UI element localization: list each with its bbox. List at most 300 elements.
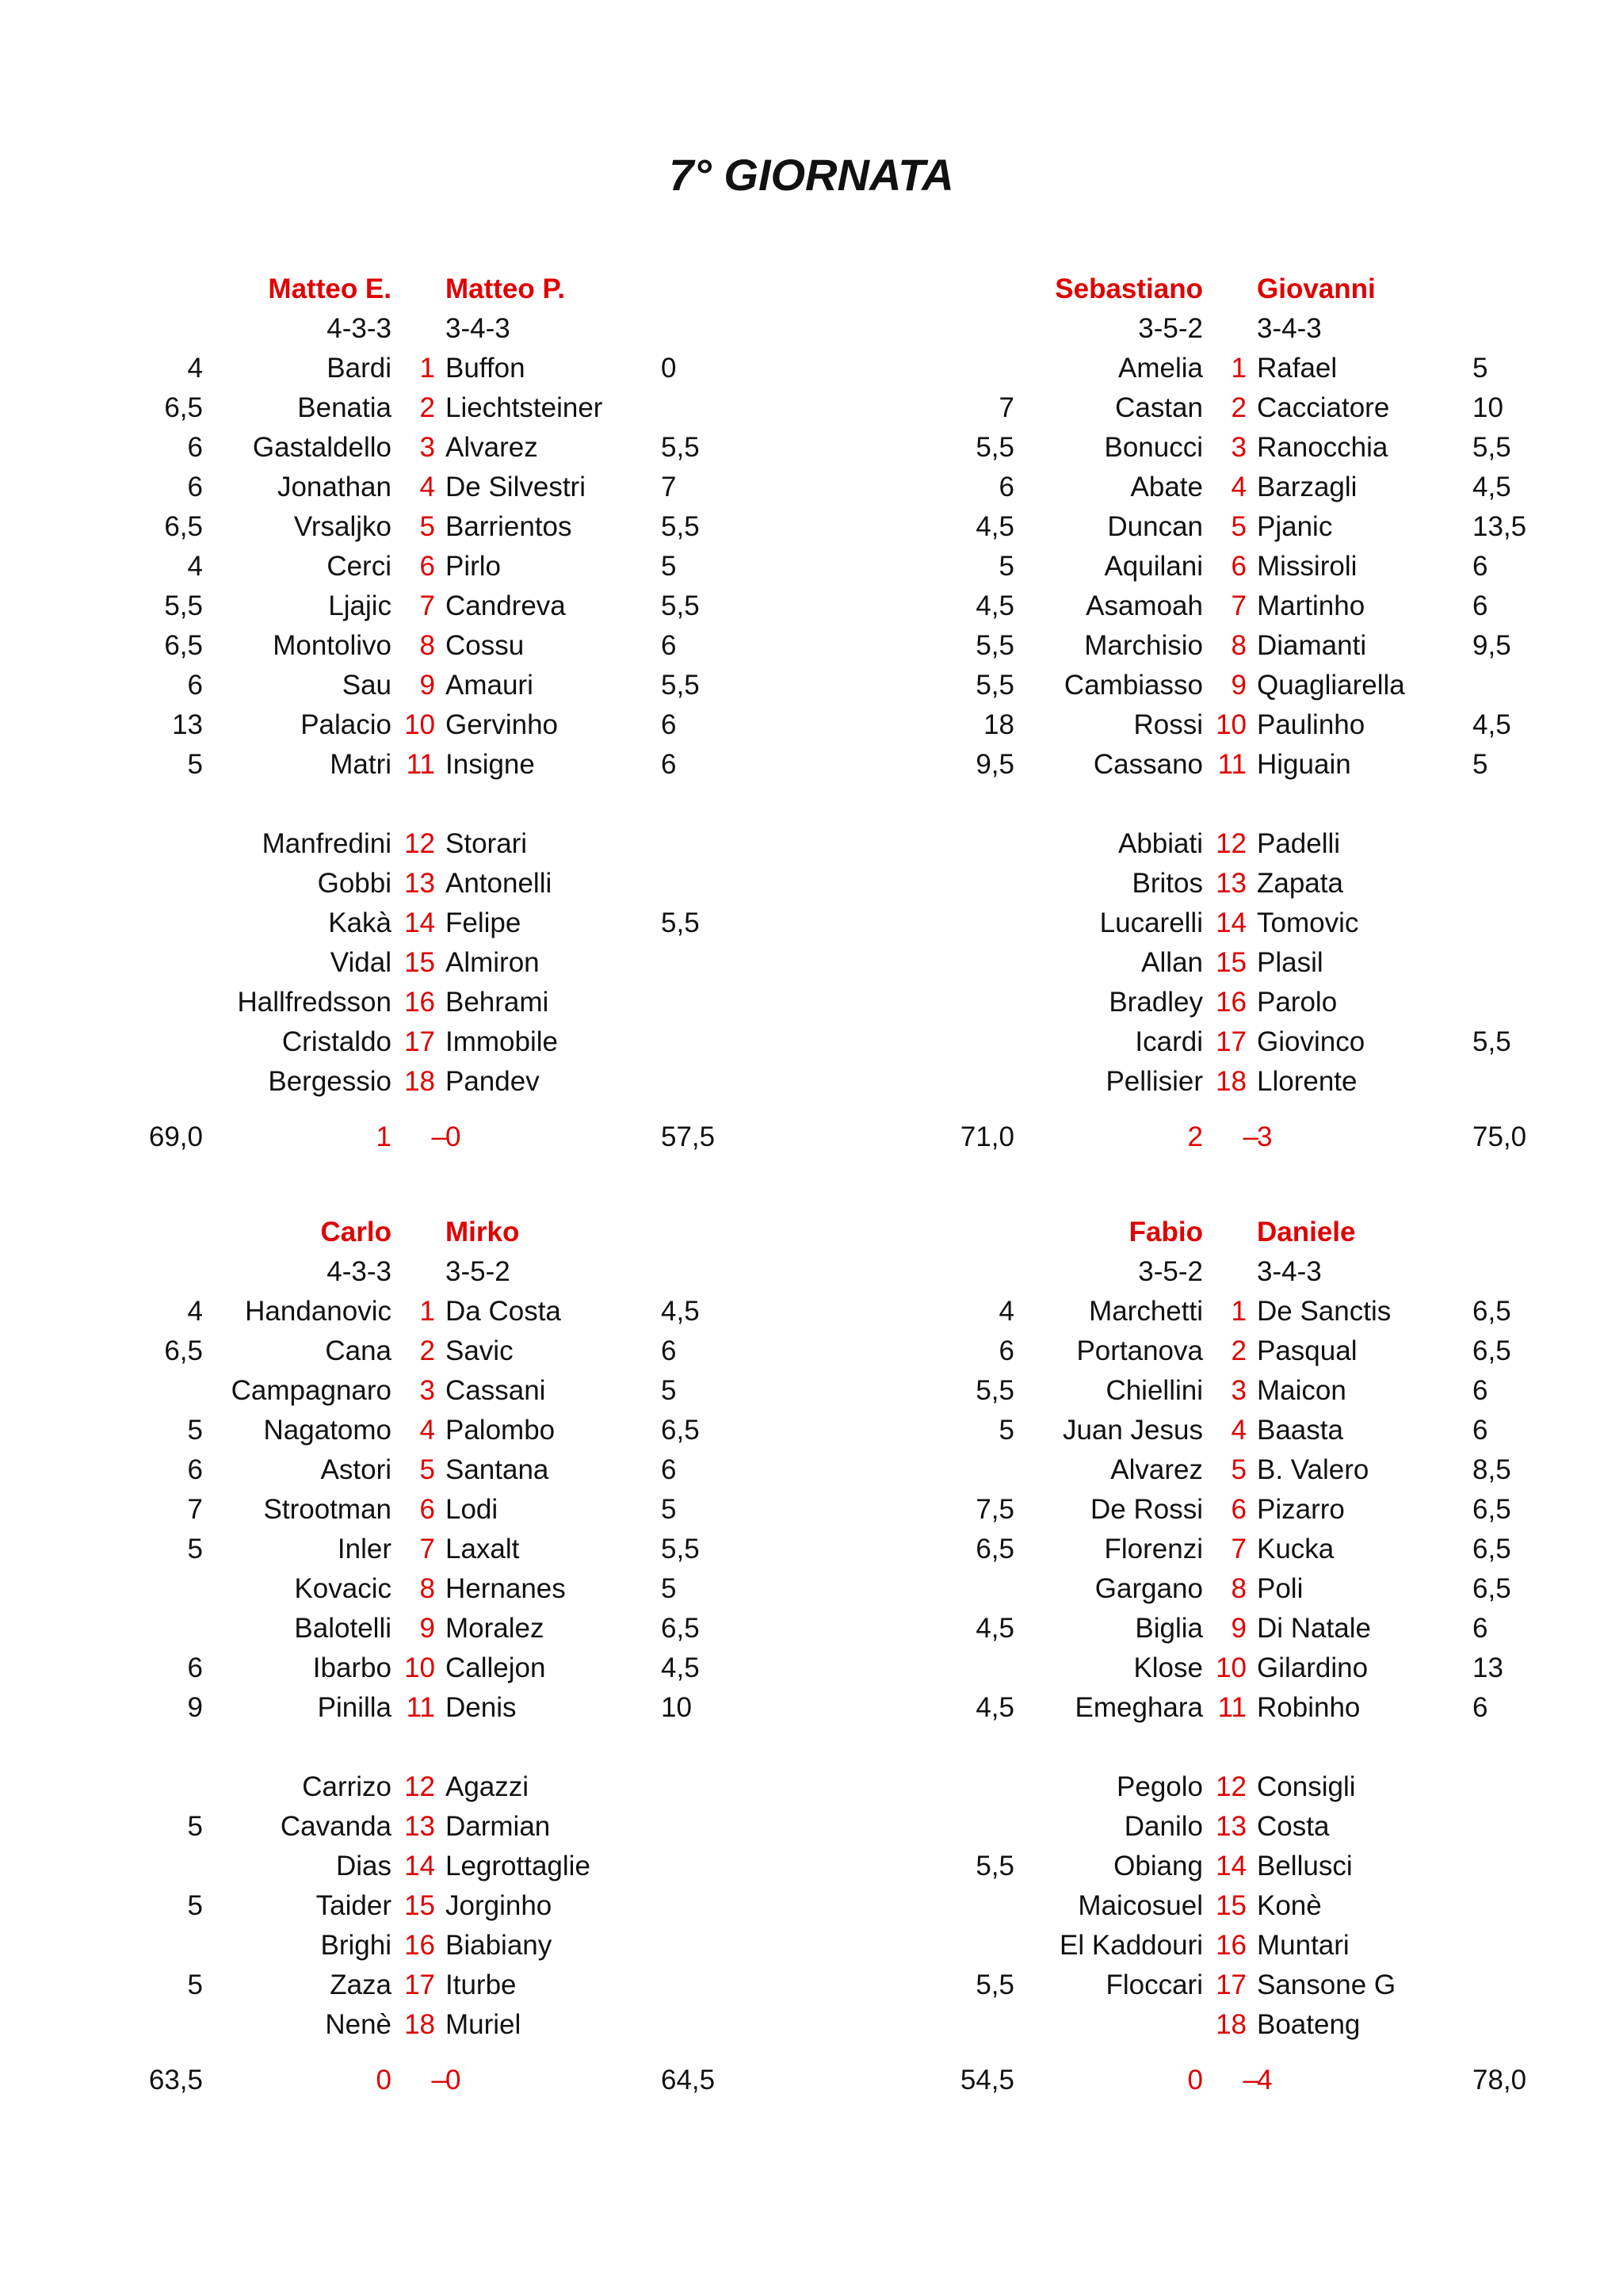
home-formation: 4-3-3 [327,1256,391,1287]
formations-row [0,1252,812,1292]
away-player-score: 5 [661,1494,677,1525]
home-player-score: 6 [999,472,1014,502]
player-row [812,1411,1623,1450]
home-player-name: Bardi [327,353,391,384]
away-player-name: Zapata [1257,868,1343,899]
shirt-number: 2 [1231,392,1247,423]
player-row [0,1450,812,1490]
player-row [0,586,812,626]
away-player-name: Kucka [1257,1534,1335,1564]
shirt-number: 9 [1231,670,1247,701]
away-player-name: Felipe [445,907,521,938]
home-player-name: Astori [320,1454,391,1485]
away-formation: 3-5-2 [445,1256,510,1287]
away-player-score: 6 [1472,1613,1488,1644]
away-player-score: 6 [1472,1375,1488,1406]
shirt-number: 1 [1231,353,1247,384]
player-row [0,1966,812,2005]
away-player-score: 5 [661,551,677,582]
shirt-number: 3 [1231,1375,1247,1406]
away-goals: 0 [445,1121,461,1152]
away-player-name: Poli [1257,1573,1304,1604]
home-player-score: 5,5 [976,432,1014,463]
player-row [812,1450,1623,1490]
home-player-name: El Kaddouri [1060,1930,1203,1961]
away-player-score: 6 [661,709,677,740]
away-player-name: Konè [1257,1890,1322,1921]
home-player-name: Icardi [1135,1026,1203,1057]
home-player-name: Marchisio [1084,630,1203,661]
home-player-score: 5 [187,1415,203,1446]
shirt-number: 11 [406,1692,435,1723]
shirt-number: 9 [419,1613,435,1644]
home-formation: 3-5-2 [1138,313,1203,344]
shirt-number: 7 [419,1534,435,1564]
player-row [0,705,812,745]
shirt-number: 11 [1217,749,1247,780]
away-player-score: 5,5 [661,670,700,701]
player-row [0,1411,812,1450]
away-formation: 3-4-3 [1257,313,1322,344]
home-player-score: 6 [187,670,203,701]
player-row [0,904,812,943]
home-player-name: Nenè [325,2009,391,2040]
player-row [812,1688,1623,1728]
player-row [0,1847,812,1886]
player-row [812,349,1623,388]
player-row [0,1767,812,1807]
shirt-number: 15 [404,947,435,978]
shirt-number: 4 [1231,472,1247,502]
shirt-number: 9 [1231,1613,1247,1644]
away-player-name: Pizarro [1257,1494,1345,1525]
match-block [812,1193,1623,2095]
away-player-score: 6 [1472,1692,1488,1723]
away-player-name: Agazzi [445,1771,529,1802]
away-player-name: Sansone G [1257,1969,1396,2000]
shirt-number: 14 [404,907,435,938]
player-row [0,1062,812,1102]
away-total: 75,0 [1472,1121,1527,1152]
away-player-name: Robinho [1257,1692,1361,1723]
formations-row [812,1252,1623,1292]
home-player-name: Manfredini [262,828,391,859]
away-player-score: 5,5 [661,432,700,463]
player-row [0,1609,812,1648]
player-row [0,864,812,904]
player-row [812,626,1623,666]
player-row [0,745,812,785]
player-row [812,586,1623,626]
formations-row [0,309,812,349]
shirt-number: 3 [419,432,435,463]
player-row [812,468,1623,507]
away-player-score: 6 [1472,551,1488,582]
away-player-name: Cossu [445,630,525,661]
player-row [0,468,812,507]
home-player-score: 6,5 [164,392,203,423]
home-player-name: Balotelli [294,1613,391,1644]
away-player-name: Callejon [445,1652,546,1683]
away-player-name: Missiroli [1257,551,1358,582]
away-player-name: Pandev [445,1066,540,1097]
shirt-number: 14 [404,1851,435,1881]
away-player-name: Buffon [445,353,525,384]
away-player-name: Paulinho [1257,709,1365,740]
shirt-number: 16 [404,987,435,1018]
shirt-number: 8 [419,1573,435,1604]
away-manager: Giovanni [1257,273,1376,304]
shirt-number: 5 [1231,1454,1247,1485]
away-player-score: 6,5 [1472,1335,1511,1366]
shirt-number: 4 [419,472,435,502]
player-row [812,1371,1623,1411]
away-player-name: Barrientos [445,511,572,542]
player-row [0,1569,812,1609]
shirt-number: 12 [404,828,435,859]
player-row [812,2005,1623,2045]
home-player-name: Matri [330,749,391,780]
shirt-number: 1 [419,1296,435,1327]
shirt-number: 10 [1216,1652,1247,1683]
home-player-score: 6,5 [164,1335,203,1366]
player-row [812,1331,1623,1371]
shirt-number: 3 [419,1375,435,1406]
away-player-name: Pirlo [445,551,502,582]
away-manager: Mirko [445,1217,520,1247]
home-player-name: Vrsaljko [293,511,391,542]
away-player-score: 10 [661,1692,692,1723]
away-player-name: B. Valero [1257,1454,1369,1485]
home-player-name: Carrizo [302,1771,391,1802]
home-player-name: Castan [1115,392,1203,423]
away-player-score: 5 [661,1573,677,1604]
player-row [812,1022,1623,1062]
home-player-score: 5 [999,1415,1014,1446]
player-row [812,1966,1623,2005]
player-row [0,824,812,864]
home-player-name: Obiang [1113,1851,1203,1881]
away-total: 78,0 [1472,2065,1527,2095]
home-manager: Matteo E. [268,273,391,304]
home-player-name: Juan Jesus [1062,1415,1203,1446]
shirt-number: 18 [1216,1066,1247,1097]
shirt-number: 18 [404,1066,435,1097]
home-player-score: 6 [187,1454,203,1485]
shirt-number: 6 [1231,551,1247,582]
home-player-name: Kakà [328,907,391,938]
away-player-name: De Silvestri [445,472,586,502]
home-player-name: Emeghara [1075,1692,1203,1723]
away-player-name: Da Costa [445,1296,561,1327]
away-player-score: 4,5 [661,1652,700,1683]
player-row [0,1807,812,1847]
player-row [812,547,1623,586]
away-player-score: 6,5 [1472,1534,1511,1564]
player-row [812,1648,1623,1688]
home-player-score: 4 [999,1296,1014,1327]
player-row [812,943,1623,983]
home-player-name: Vidal [330,947,391,978]
shirt-number: 12 [1216,828,1247,859]
away-manager: Daniele [1257,1217,1356,1247]
away-player-score: 5 [661,1375,677,1406]
player-row [812,1530,1623,1569]
home-player-name: Cambiasso [1064,670,1203,701]
home-player-name: Maicosuel [1078,1890,1203,1921]
shirt-number: 11 [406,749,435,780]
home-player-score: 5 [999,551,1014,582]
shirt-number: 16 [1216,987,1247,1018]
home-player-name: Kovacic [294,1573,391,1604]
away-player-score: 10 [1472,392,1503,423]
away-player-score: 4,5 [661,1296,700,1327]
away-player-score: 6 [661,630,677,661]
shirt-number: 1 [1231,1296,1247,1327]
away-player-name: Iturbe [445,1969,517,2000]
away-player-name: Cacciatore [1257,392,1390,423]
player-row [812,428,1623,468]
home-player-name: Nagatomo [263,1415,391,1446]
away-player-score: 6 [661,1454,677,1485]
home-player-name: Chiellini [1106,1375,1203,1406]
away-player-name: Candreva [445,590,566,621]
away-player-name: Diamanti [1257,630,1367,661]
home-player-name: Cassano [1093,749,1203,780]
shirt-number: 16 [1216,1930,1247,1961]
player-row [812,1569,1623,1609]
player-row [0,1292,812,1331]
home-player-name: Biglia [1135,1613,1203,1644]
player-row [0,666,812,705]
shirt-number: 2 [419,1335,435,1366]
away-player-name: Lodi [445,1494,498,1525]
home-player-name: Montolivo [273,630,391,661]
away-player-score: 13,5 [1472,511,1527,542]
home-player-score: 5 [187,749,203,780]
score-separator: – [431,1121,447,1152]
away-player-name: Rafael [1257,353,1338,384]
home-player-name: Palacio [300,709,391,740]
managers-row [812,269,1623,309]
away-player-score: 0 [661,353,677,384]
home-player-score: 9 [187,1692,203,1723]
away-player-name: Costa [1257,1811,1330,1842]
player-row [0,507,812,547]
home-player-name: Rossi [1133,709,1203,740]
away-player-name: Boateng [1257,2009,1361,2040]
player-row [812,1767,1623,1807]
shirt-number: 13 [404,1811,435,1842]
player-row [812,388,1623,428]
home-goals: 2 [1187,1121,1203,1152]
player-row [812,1926,1623,1966]
page-title: 7° GIORNATA [669,150,954,200]
shirt-number: 18 [1216,2009,1247,2040]
home-player-name: Florenzi [1104,1534,1203,1564]
home-player-name: Sau [342,670,391,701]
shirt-number: 15 [1216,1890,1247,1921]
player-row [812,666,1623,705]
away-player-name: Biabiany [445,1930,552,1961]
away-player-name: Gilardino [1257,1652,1369,1683]
away-player-name: Behrami [445,987,549,1018]
home-player-score: 5,5 [976,1969,1014,2000]
shirt-number: 17 [404,1026,435,1057]
home-player-score: 4 [187,1296,203,1327]
away-player-score: 8,5 [1472,1454,1511,1485]
home-player-name: Ljajic [328,590,391,621]
away-player-score: 6 [1472,590,1488,621]
player-row [0,1022,812,1062]
home-player-name: Bergessio [268,1066,391,1097]
score-separator: – [1243,2065,1258,2095]
player-row [0,1648,812,1688]
away-player-score: 5,5 [661,511,700,542]
home-player-name: Floccari [1106,1969,1203,2000]
shirt-number: 8 [1231,1573,1247,1604]
away-player-score: 5,5 [1472,1026,1511,1057]
home-player-name: Pinilla [317,1692,391,1723]
away-player-name: Pjanic [1257,511,1333,542]
formations-row [812,309,1623,349]
home-goals: 1 [376,1121,391,1152]
away-player-name: Baasta [1257,1415,1343,1446]
away-player-name: De Sanctis [1257,1296,1392,1327]
home-player-name: Marchetti [1089,1296,1203,1327]
home-player-score: 4,5 [976,1613,1014,1644]
home-player-name: Aquilani [1104,551,1203,582]
away-player-score: 6,5 [1472,1494,1511,1525]
away-player-score: 4,5 [1472,472,1511,502]
away-player-score: 4,5 [1472,709,1511,740]
home-player-name: Gargano [1094,1573,1203,1604]
player-row [812,864,1623,904]
home-player-name: Cristaldo [281,1026,391,1057]
home-manager: Sebastiano [1055,273,1203,304]
result-row [812,1117,1623,1157]
away-total: 64,5 [661,2065,716,2095]
shirt-number: 17 [1216,1026,1247,1057]
home-player-name: Britos [1132,868,1203,899]
player-row [0,626,812,666]
player-row [0,1926,812,1966]
home-player-score: 5,5 [164,590,203,621]
home-player-score: 9,5 [976,749,1014,780]
away-player-score: 6,5 [661,1415,700,1446]
home-manager: Fabio [1128,1217,1203,1247]
shirt-number: 7 [1231,590,1247,621]
shirt-number: 8 [1231,630,1247,661]
home-player-name: Danilo [1124,1811,1203,1842]
home-player-score: 5,5 [976,1851,1014,1881]
home-player-name: Inler [337,1534,391,1564]
home-player-name: Abbiati [1117,828,1203,859]
shirt-number: 5 [419,511,435,542]
shirt-number: 12 [1216,1771,1247,1802]
player-row [812,1807,1623,1847]
away-player-score: 6,5 [661,1613,700,1644]
home-player-score: 4,5 [976,590,1014,621]
away-player-name: Darmian [445,1811,551,1842]
away-player-name: Storari [445,828,528,859]
shirt-number: 4 [1231,1415,1247,1446]
away-player-name: Amauri [445,670,533,701]
player-row [0,1688,812,1728]
home-player-score: 13 [172,709,203,740]
away-player-name: Palombo [445,1415,556,1446]
home-goals: 0 [376,2065,391,2095]
away-formation: 3-4-3 [1257,1256,1322,1287]
away-player-name: Consigli [1257,1771,1356,1802]
home-player-score: 7,5 [976,1494,1014,1525]
result-row [0,1117,812,1157]
away-manager: Matteo P. [445,273,566,304]
managers-row [0,1213,812,1252]
home-player-name: Cerci [327,551,391,582]
home-player-score: 6 [999,1335,1014,1366]
away-player-score: 5 [1472,353,1488,384]
home-player-name: Duncan [1107,511,1203,542]
away-player-name: Alvarez [445,432,538,463]
home-manager: Carlo [320,1217,391,1247]
away-player-name: Ranocchia [1257,432,1388,463]
home-player-name: Strootman [263,1494,391,1525]
away-formation: 3-4-3 [445,313,510,344]
player-row [812,1062,1623,1102]
away-player-name: Immobile [445,1026,558,1057]
home-player-score: 4 [187,551,203,582]
home-player-name: Jonathan [277,472,391,502]
home-player-name: De Rossi [1090,1494,1203,1525]
home-player-name: Asamoah [1086,590,1203,621]
away-player-name: Llorente [1257,1066,1358,1097]
shirt-number: 15 [1216,947,1247,978]
shirt-number: 18 [404,2009,435,2040]
player-row [812,1847,1623,1886]
away-player-score: 5,5 [661,1534,700,1564]
away-player-name: Gervinho [445,709,559,740]
home-player-name: Dias [335,1851,391,1881]
home-player-score: 5 [187,1534,203,1564]
away-player-name: Parolo [1257,987,1338,1018]
shirt-number: 14 [1216,907,1247,938]
away-player-name: Muriel [445,2009,521,2040]
home-player-score: 6 [187,1652,203,1683]
away-player-name: Hernanes [445,1573,566,1604]
home-player-score: 6 [187,432,203,463]
player-row [0,428,812,468]
home-formation: 4-3-3 [327,313,391,344]
shirt-number: 8 [419,630,435,661]
home-player-name: Amelia [1118,353,1203,384]
shirt-number: 3 [1231,432,1247,463]
away-player-score: 6 [661,749,677,780]
shirt-number: 2 [419,392,435,423]
shirt-number: 12 [404,1771,435,1802]
away-player-name: Higuain [1257,749,1351,780]
away-player-name: Giovinco [1257,1026,1365,1057]
away-player-name: Savic [445,1335,514,1366]
away-player-score: 9,5 [1472,630,1511,661]
shirt-number: 17 [1216,1969,1247,2000]
away-player-score: 5,5 [661,907,700,938]
shirt-number: 2 [1231,1335,1247,1366]
home-player-name: Campagnaro [231,1375,391,1406]
player-row [812,1490,1623,1530]
away-player-name: Antonelli [445,868,552,899]
shirt-number: 7 [1231,1534,1247,1564]
